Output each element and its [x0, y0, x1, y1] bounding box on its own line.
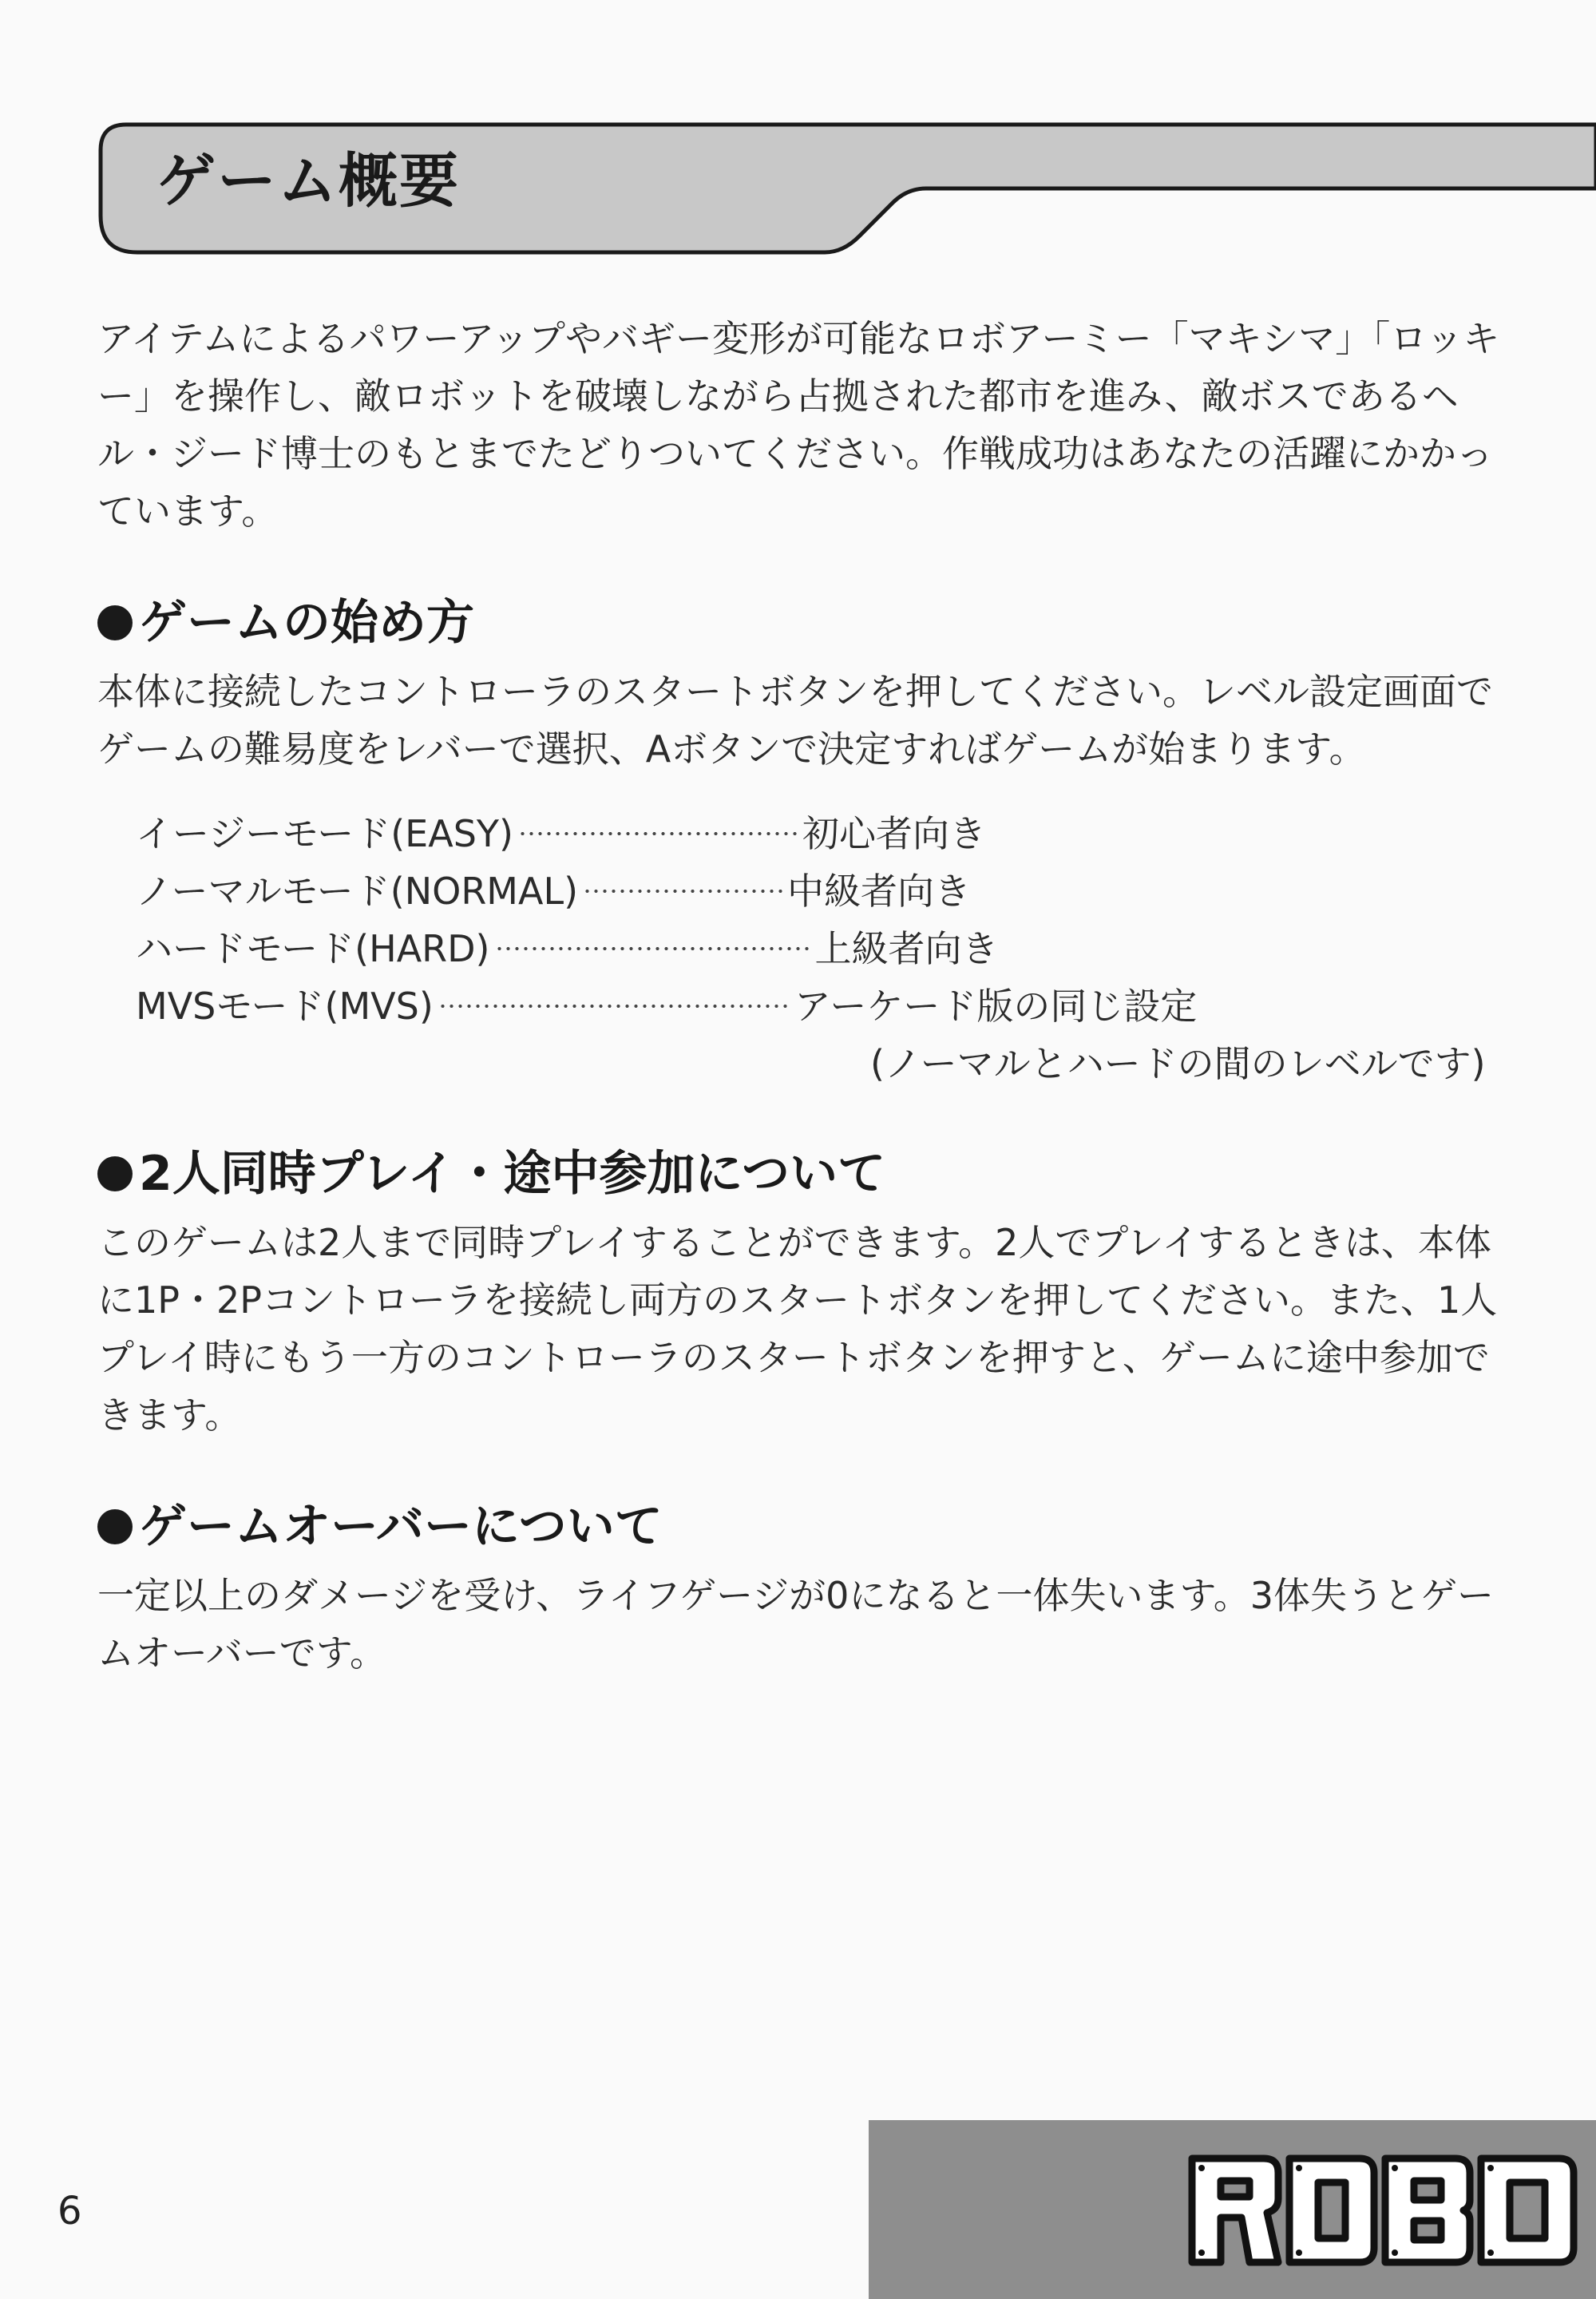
- section-banner: [94, 120, 1596, 257]
- section-body-two-player: このゲームは2人まで同時プレイすることができます。2人でプレイするときは、本体に1P・2Pコントローラを接続し両方のスタートボタンを押してください。また、1人プレイ時にもう一方のコントローラのスタートボタンを押すと、ゲームに途中参加できます。: [97, 1221, 1498, 1437]
- bullet-icon: [97, 1509, 133, 1544]
- section-heading-how-to-start: [97, 595, 474, 651]
- bullet-icon: [97, 1156, 133, 1191]
- mode-name: ノーマルモード(NORMAL): [136, 870, 579, 913]
- leader-dots: [495, 947, 810, 950]
- mode-name: イージーモード(EASY): [136, 812, 513, 855]
- mode-note: (ノーマルとハードの間のレベルです): [870, 1042, 1486, 1085]
- section-heading-two-player: [97, 1146, 886, 1202]
- page-number: 6: [57, 2189, 82, 2234]
- mode-row: [136, 920, 1541, 977]
- intro-paragraph: アイテムによるパワーアップやバギー変形が可能なロボアーミー「マキシマ」「ロッキー」を操作し、敵ロボットを破壊しながら占拠された都市を進み、敵ボスであるヘル・ジード博士のもとまでたどりついてください。作戦成功はあなたの活躍にかかっています。: [97, 317, 1500, 533]
- mode-description: 中級者向き: [787, 870, 972, 913]
- bullet-icon: [97, 605, 133, 640]
- mode-name: MVSモード(MVS): [136, 985, 434, 1028]
- section-heading-game-over: [97, 1499, 663, 1555]
- page-title: ゲーム概要: [156, 147, 460, 216]
- difficulty-mode-list: [136, 805, 1541, 1085]
- mode-name: ハードモード(HARD): [136, 927, 490, 970]
- section-body-game-over: 一定以上のダメージを受け、ライフゲージが0になると一体失います。3体失うとゲームオーバーです。: [97, 1574, 1495, 1675]
- robo-logo: [1184, 2150, 1583, 2270]
- mode-description: アーケード版の同じ設定: [794, 985, 1198, 1028]
- mode-description: 上級者向き: [814, 927, 999, 970]
- leader-dots: [518, 832, 798, 835]
- mode-row: [136, 977, 1541, 1035]
- mode-row: [136, 862, 1541, 920]
- logo-panel: [869, 2120, 1596, 2299]
- section-heading-text: ゲームオーバーについて: [139, 1499, 663, 1555]
- mode-row: [136, 805, 1541, 862]
- mode-description: 初心者向き: [802, 812, 986, 855]
- leader-dots: [583, 890, 782, 893]
- section-heading-text: ゲームの始め方: [139, 595, 474, 651]
- leader-dots: [438, 1005, 790, 1008]
- section-body-how-to-start: 本体に接続したコントローラのスタートボタンを押してください。レベル設定画面でゲームの難易度をレバーで選択、Aボタンで決定すればゲームが始まります。: [97, 670, 1493, 771]
- section-heading-text: 2人同時プレイ・途中参加について: [139, 1146, 886, 1202]
